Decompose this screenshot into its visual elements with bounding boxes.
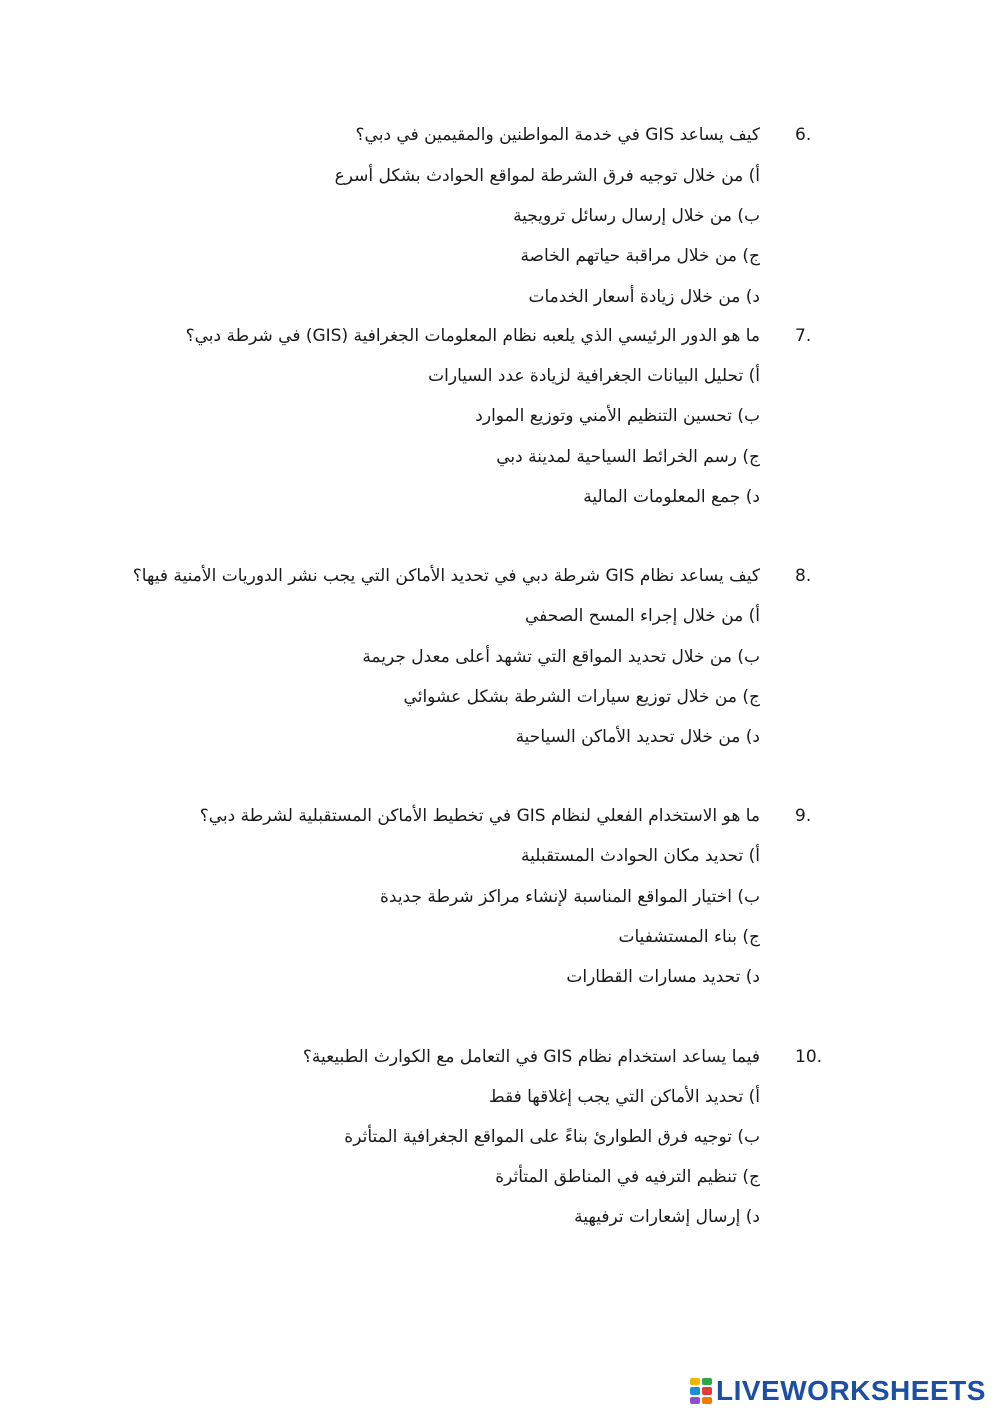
question-6-option-c[interactable]: ج) من خلال مراقبة حياتهم الخاصة [520,246,760,266]
question-9-option-a[interactable]: أ) تحديد مكان الحوادث المستقبلية [521,846,760,866]
question-7-option-d[interactable]: د) جمع المعلومات المالية [583,487,760,507]
question-6-option-a[interactable]: أ) من خلال توجيه فرق الشرطة لمواقع الحوادث بشكل أسرع [334,166,760,186]
question-6-option-d[interactable]: د) من خلال زيادة أسعار الخدمات [528,287,760,307]
question-10-option-c[interactable]: ج) تنظيم الترفيه في المناطق المتأثرة [495,1167,760,1187]
question-8-number: 8. [795,566,812,586]
question-7-option-b[interactable]: ب) تحسين التنظيم الأمني وتوزيع الموارد [475,406,760,426]
liveworksheets-logo-icon [690,1378,712,1404]
question-8-option-a[interactable]: أ) من خلال إجراء المسح الصحفي [524,606,760,626]
question-8-option-b[interactable]: ب) من خلال تحديد المواقع التي تشهد أعلى معدل جريمة [362,647,760,667]
liveworksheets-logo-text: LIVEWORKSHEETS [716,1375,986,1406]
question-8-option-d[interactable]: د) من خلال تحديد الأماكن السياحية [515,727,760,747]
question-7-option-c[interactable]: ج) رسم الخرائط السياحية لمدينة دبي [496,447,760,467]
question-10-number: 10. [795,1047,823,1067]
question-7-text: ما هو الدور الرئيسي الذي يلعبه نظام المعلومات الجغرافية (GIS) في شرطة دبي؟ [185,326,760,346]
question-9-option-b[interactable]: ب) اختيار المواقع المناسبة لإنشاء مراكز شرطة جديدة [380,887,760,907]
question-9-text: ما هو الاستخدام الفعلي لنظام GIS في تخطيط الأماكن المستقبلية لشرطة دبي؟ [199,806,760,826]
question-6-number: 6. [795,125,812,145]
question-6-text: كيف يساعد GIS في خدمة المواطنين والمقيمين في دبي؟ [355,125,760,145]
question-8-text: كيف يساعد نظام GIS شرطة دبي في تحديد الأماكن التي يجب نشر الدوريات الأمنية فيها؟ [132,566,760,586]
question-10-option-a[interactable]: أ) تحديد الأماكن التي يجب إغلاقها فقط [488,1087,760,1107]
question-10-option-b[interactable]: ب) توجيه فرق الطوارئ بناءً على المواقع الجغرافية المتأثرة [344,1127,760,1147]
question-9-option-d[interactable]: د) تحديد مسارات القطارات [566,967,760,987]
question-9-option-c[interactable]: ج) بناء المستشفيات [618,927,760,947]
question-6-option-b[interactable]: ب) من خلال إرسال رسائل ترويجية [513,206,760,226]
question-10-option-d[interactable]: د) إرسال إشعارات ترفيهية [574,1207,760,1227]
question-7-number: 7. [795,326,812,346]
question-8-option-c[interactable]: ج) من خلال توزيع سيارات الشرطة بشكل عشوائي [403,687,760,707]
question-10-text: فيما يساعد استخدام نظام GIS في التعامل مع الكوارث الطبيعية؟ [302,1047,760,1067]
question-9-number: 9. [795,806,812,826]
liveworksheets-logo [690,1374,986,1408]
question-7-option-a[interactable]: أ) تحليل البيانات الجغرافية لزيادة عدد السيارات [428,366,760,386]
